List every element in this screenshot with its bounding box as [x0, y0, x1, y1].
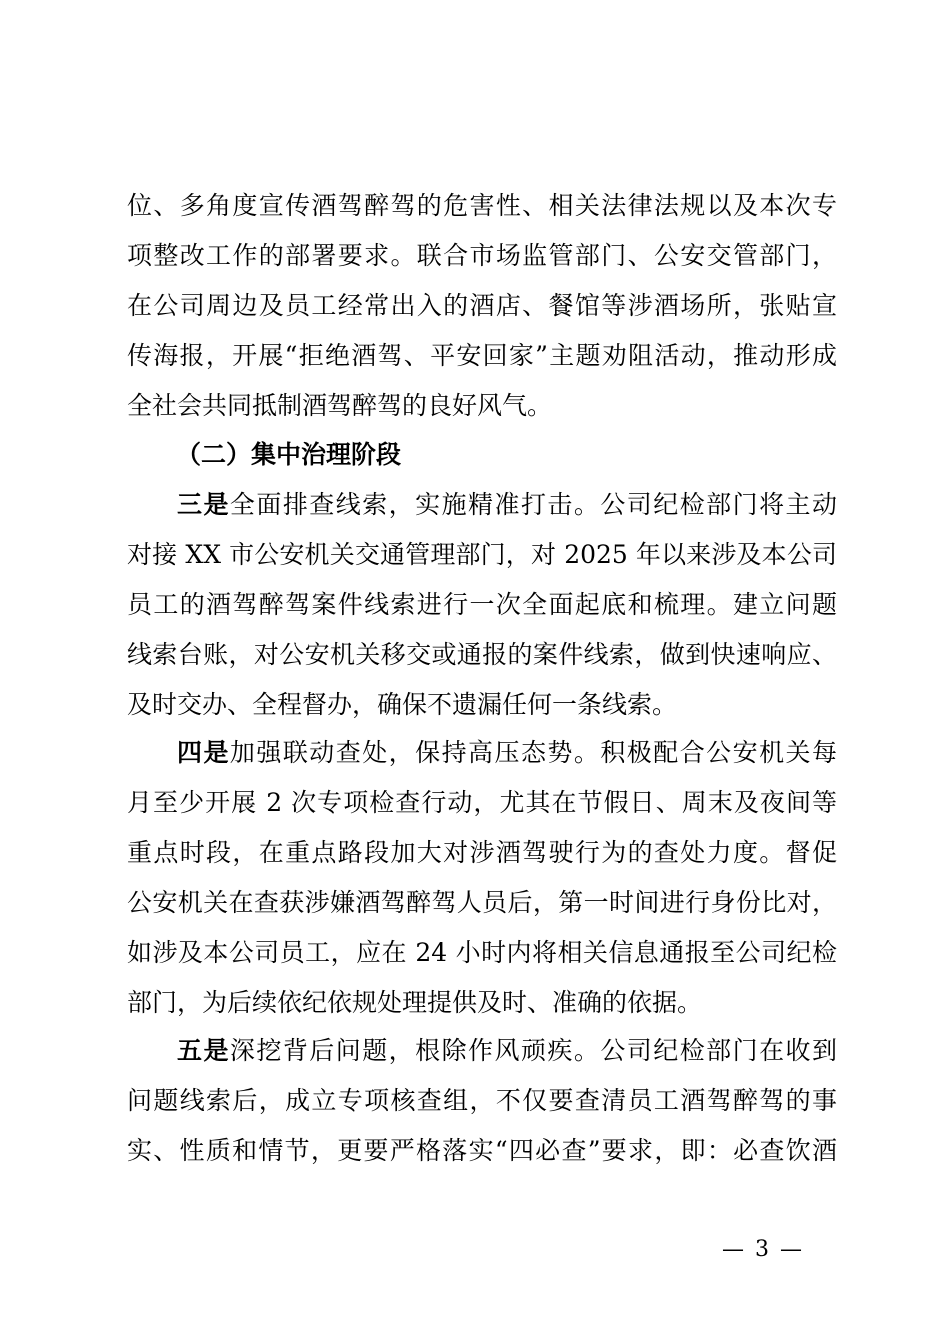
- text-line: 项整改工作的部署要求。联合市场监管部门、公安交管部门，: [127, 241, 837, 270]
- text-line: 部门，为后续依纪依规处理提供及时、准确的依据。: [127, 988, 703, 1017]
- text-segment: 深挖背后问题，根除作风顽疾。公司纪检部门在收到: [229, 1036, 837, 1065]
- text-line: 及时交办、全程督办，确保不遗漏任何一条线索。: [127, 690, 678, 719]
- text-line: 员工的酒驾醉驾案件线索进行一次全面起底和梳理。建立问题: [127, 590, 837, 619]
- text-line: 全社会共同抵制酒驾醉驾的良好风气。: [127, 391, 553, 420]
- text-line: [127, 1026, 837, 1076]
- text-line: 位、多角度宣传酒驾醉驾的危害性、相关法律法规以及本次专: [127, 191, 837, 220]
- text-line: [127, 728, 837, 778]
- text-line: 公安机关在查获涉嫌酒驾醉驾人员后，第一时间进行身份比对，: [127, 888, 837, 917]
- text-line: 线索台账，对公安机关移交或通报的案件线索，做到快速响应、: [127, 640, 837, 669]
- paragraph-continuation: [127, 181, 837, 431]
- text-segment: 加强联动查处，保持高压态势。积极配合公安机关每: [229, 738, 837, 767]
- section-heading: （二）集中治理阶段: [176, 440, 402, 469]
- text-line: 如涉及本公司员工，应在 24 小时内将相关信息通报至公司纪检: [127, 938, 837, 967]
- text-line: 在公司周边及员工经常出入的酒店、餐馆等涉酒场所，张贴宣: [127, 291, 837, 320]
- paragraph-lead: 四是: [177, 738, 230, 767]
- text-line: 问题线索后，成立专项核查组，不仅要查清员工酒驾醉驾的事: [127, 1086, 837, 1115]
- paragraph-lead: 三是: [177, 490, 230, 519]
- text-line: [127, 480, 837, 530]
- text-line: 月至少开展 2 次专项检查行动，尤其在节假日、周末及夜间等: [127, 788, 837, 817]
- paragraph-four: [127, 728, 837, 1028]
- page-number: — 3 —: [722, 1237, 804, 1262]
- text-segment: 全面排查线索，实施精准打击。公司纪检部门将主动: [229, 490, 837, 519]
- text-line: 重点时段，在重点路段加大对涉酒驾驶行为的查处力度。督促: [127, 838, 837, 867]
- text-line: 实、性质和情节，更要严格落实“四必查”要求，即：必查饮酒: [127, 1136, 837, 1165]
- text-line: 对接 XX 市公安机关交通管理部门，对 2025 年以来涉及本公司: [127, 540, 837, 569]
- paragraph-five: [127, 1026, 837, 1176]
- paragraph-lead: 五是: [177, 1036, 230, 1065]
- text-line: 传海报，开展“拒绝酒驾、平安回家”主题劝阻活动，推动形成: [127, 341, 837, 370]
- paragraph-three: [127, 480, 837, 730]
